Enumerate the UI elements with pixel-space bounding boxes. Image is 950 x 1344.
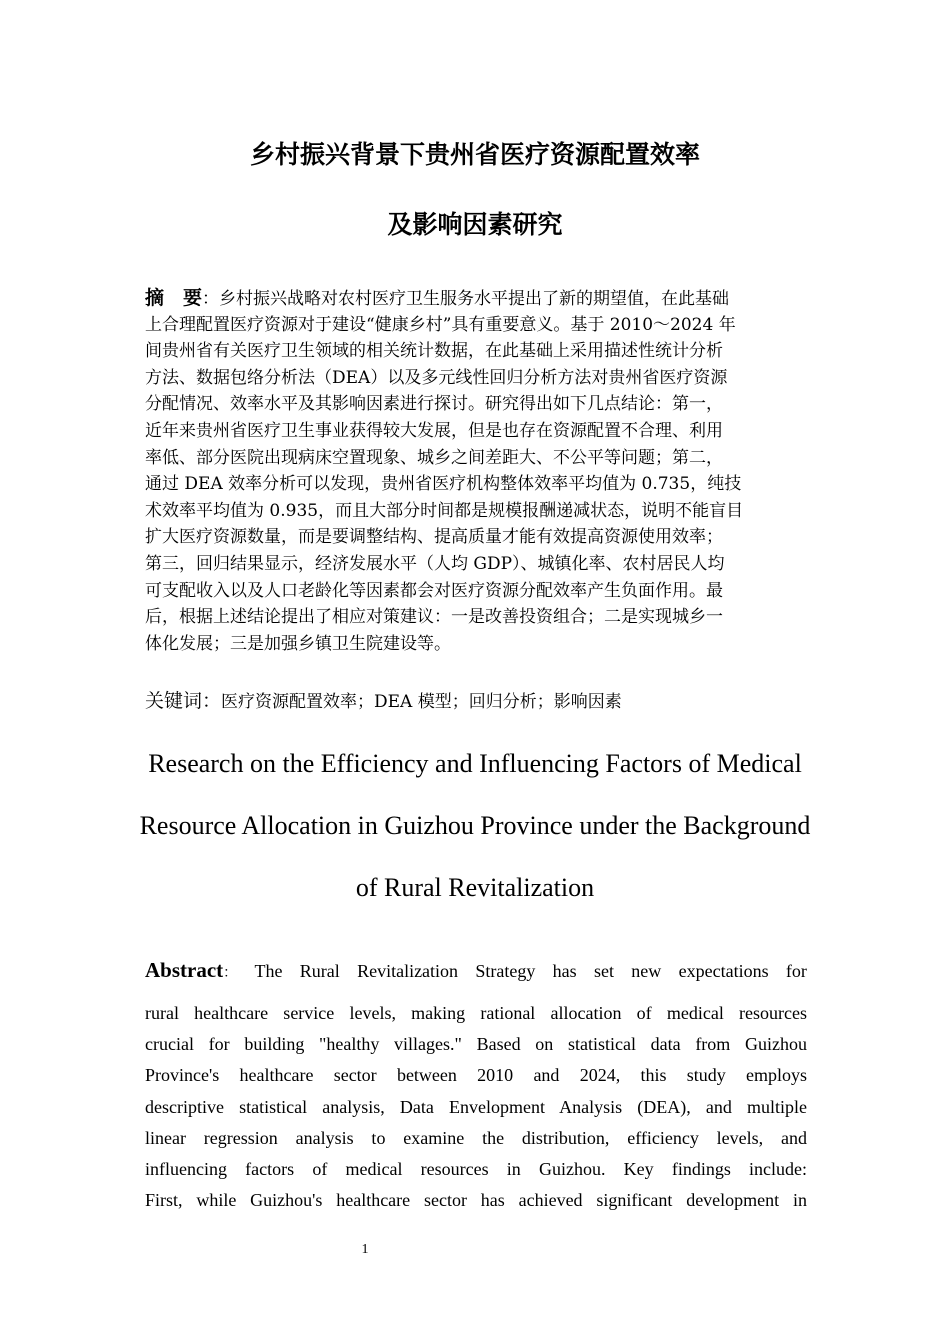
abstract-en-word: new [631,961,662,981]
abstract-en-line: Province's healthcare sector between 2010 and 2024, this study employs [145,1065,807,1085]
abstract-en-label: Abstract [145,958,224,982]
abstract-en-line: First, while Guizhou's healthcare sector has achieved significant development in [145,1190,807,1210]
abstract-cn-text: 乡村振兴战略对农村医疗卫生服务水平提出了新的期望值，在此基础 [219,289,730,309]
abstract-cn-line: 可支配收入以及人口老龄化等因素都会对医疗资源分配效率产生负面作用。最 [145,580,723,601]
keywords-cn-label: 关键词： [145,690,222,712]
abstract-cn-line: 扩大医疗资源数量，而是要调整结构、提高质量才能有效提高资源使用效率； [145,527,723,548]
abstract-cn-line: 第三，回归结果显示，经济发展水平（人均 GDP）、城镇化率、农村居民人均 [145,553,725,574]
abstract-en-word: Rural [299,961,340,981]
abstract-cn-line: 通过 DEA 效率分析可以发现，贵州省医疗机构整体效率平均值为 0.735，纯技 [145,474,742,495]
abstract-en-colon: ： [223,966,238,981]
abstract-cn-line: 间贵州省有关医疗卫生领域的相关统计数据，在此基础上采用描述性统计分析 [145,341,723,362]
abstract-cn-line: 方法、数据包络分析法（DEA）以及多元线性回归分析方法对贵州省医疗资源 [145,367,728,388]
chinese-title-line-1: 乡村振兴背景下贵州省医疗资源配置效率 [249,140,700,169]
abstract-en-line: rural healthcare service levels, making rational allocation of medical resources [145,1003,807,1023]
abstract-en-word: Strategy [475,961,536,981]
abstract-en-word: Revitalization [357,961,459,981]
chinese-keywords [145,688,807,715]
abstract-en-word: The [254,961,283,981]
english-title-line-2: Resource Allocation in Guizhou Province under the Background [139,811,811,840]
abstract-en-line: influencing factors of medical resources in Guizhou. Key findings include: [145,1159,807,1179]
keywords-cn-text: 医疗资源配置效率；DEA 模型；回归分析；影响因素 [221,692,622,712]
abstract-en-word: set [593,961,614,981]
abstract-en-line: crucial for building "healthy villages." Based on statistical data from Guizhou [145,1034,807,1054]
chinese-abstract [145,285,807,657]
abstract-cn-line: 术效率平均值为 0.935，而且大部分时间都是规模报酬递减状态，说明不能盲目 [145,500,744,521]
abstract-en-word: for [785,961,807,981]
abstract-en-first-line [145,958,807,986]
abstract-cn-colon: ： [202,289,220,309]
abstract-cn-line [145,285,807,312]
abstract-en-label-group [145,958,237,986]
abstract-cn-label: 摘 要 [145,287,203,309]
abstract-cn-line: 体化发展；三是加强乡镇卫生院建设等。 [145,633,451,654]
abstract-cn-line: 上合理配置医疗资源对于建设“健康乡村”具有重要意义。基于 2010～2024 年 [145,314,736,335]
abstract-cn-line: 分配情况、效率水平及其影响因素进行探讨。研究得出如下几点结论：第一， [145,394,723,415]
abstract-en-line: linear regression analysis to examine the distribution, efficiency levels, and [145,1128,807,1148]
english-title-line-1: Research on the Efficiency and Influencing Factors of Medical [148,749,802,778]
abstract-en-word: has [552,961,577,981]
page-number: 1 [361,1242,369,1257]
english-title-line-3: of Rural Revitalization [355,873,595,902]
abstract-cn-line: 后，根据上述结论提出了相应对策建议：一是改善投资组合；二是实现城乡一 [145,607,723,628]
chinese-title-line-2: 及影响因素研究 [387,210,563,239]
abstract-cn-line: 率低、部分医院出现病床空置现象、城乡之间差距大、不公平等问题；第二， [145,447,723,468]
abstract-cn-line: 近年来贵州省医疗卫生事业获得较大发展，但是也存在资源配置不合理、利用 [145,420,723,441]
abstract-en-line: descriptive statistical analysis, Data Envelopment Analysis (DEA), and multiple [145,1097,807,1117]
abstract-en-word: expectations [678,961,769,981]
